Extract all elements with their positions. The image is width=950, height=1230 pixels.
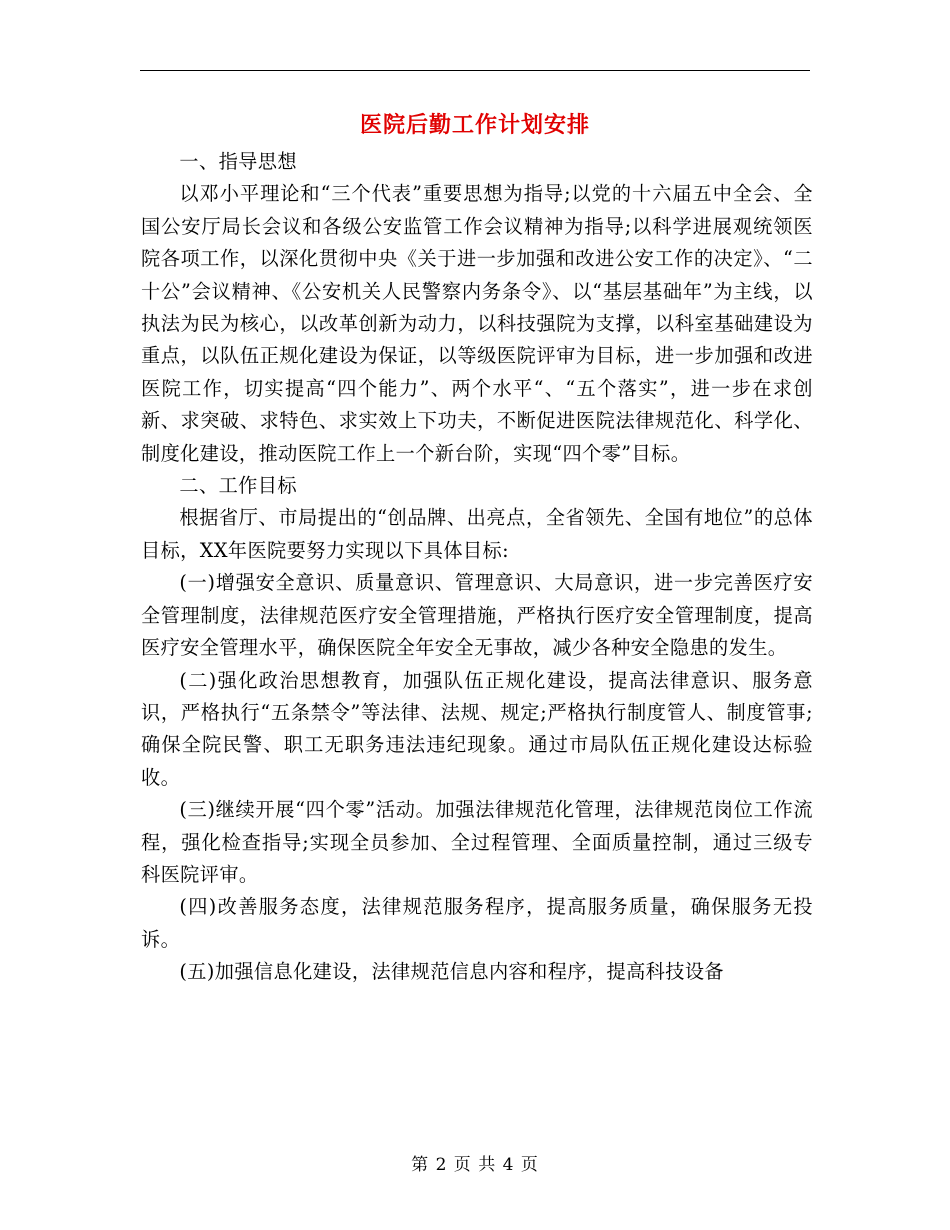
body-paragraph: 根据省厅、市局提出的“创品牌、出亮点，全省领先、全国有地位”的总体目标，XX年医院要努力实现以下具体目标: bbox=[141, 506, 813, 562]
body-paragraph: 以邓小平理论和“三个代表”重要思想为指导;以党的十六届五中全会、全国公安厅局长会议和各级公安监管工作会议精神为指导;以科学进展观统领医院各项工作，以深化贯彻中央《关于进一步加强和改进公安工作的决定》、“二十公”会议精神、《公安机关人民警察内务条令》、以“基层基础年”为主线，以执法为民为核心，以改革创新为动力，以科技强院为支撑，以科室基础建设为重点，以队伍正规化建设为保证，以等级医院评审为目标，进一步加强和改进医院工作，切实提高“四个能力”、两个水平“、“五个落实”，进一步在求创新、求突破、求特色、求实效上下功夫，不断促进医院法律规范化、科学化、制度化建设，推动医院工作上一个新台阶，实现“四个零”目标。 bbox=[141, 182, 813, 465]
body-paragraph: (二)强化政治思想教育，加强队伍正规化建设，提高法律意识、服务意识，严格执行“五条禁令”等法律、法规、规定;严格执行制度管人、制度管事;确保全院民警、职工无职务违法违纪现象。通过市局队伍正规化建设达标验收。 bbox=[141, 668, 813, 789]
body-paragraph: (四)改善服务态度，法律规范服务程序，提高服务质量，确保服务无投诉。 bbox=[141, 895, 813, 951]
header-rule bbox=[140, 70, 810, 71]
section-heading-work-goals: 二、工作目标 bbox=[179, 474, 297, 498]
body-paragraph: (五)加强信息化建设，法律规范信息内容和程序，提高科技设备 bbox=[179, 960, 725, 984]
document-body bbox=[141, 146, 813, 989]
section-heading-guiding-ideology: 一、指导思想 bbox=[179, 150, 297, 173]
body-paragraph: (三)继续开展“四个零”活动。加强法律规范化管理，法律规范岗位工作流程，强化检查指导;实现全员参加、全过程管理、全面质量控制，通过三级专科医院评审。 bbox=[141, 798, 813, 886]
document-title: 医院后勤工作计划安排 bbox=[359, 112, 590, 138]
page-number-footer: 第 2 页 共 4 页 bbox=[411, 1155, 539, 1175]
body-paragraph: (一)增强安全意识、质量意识、管理意识、大局意识，进一步完善医疗安全管理制度，法律规范医疗安全管理措施，严格执行医疗安全管理制度，提高医疗安全管理水平，确保医院全年安全无事故，减少各种安全隐患的发生。 bbox=[141, 571, 813, 660]
